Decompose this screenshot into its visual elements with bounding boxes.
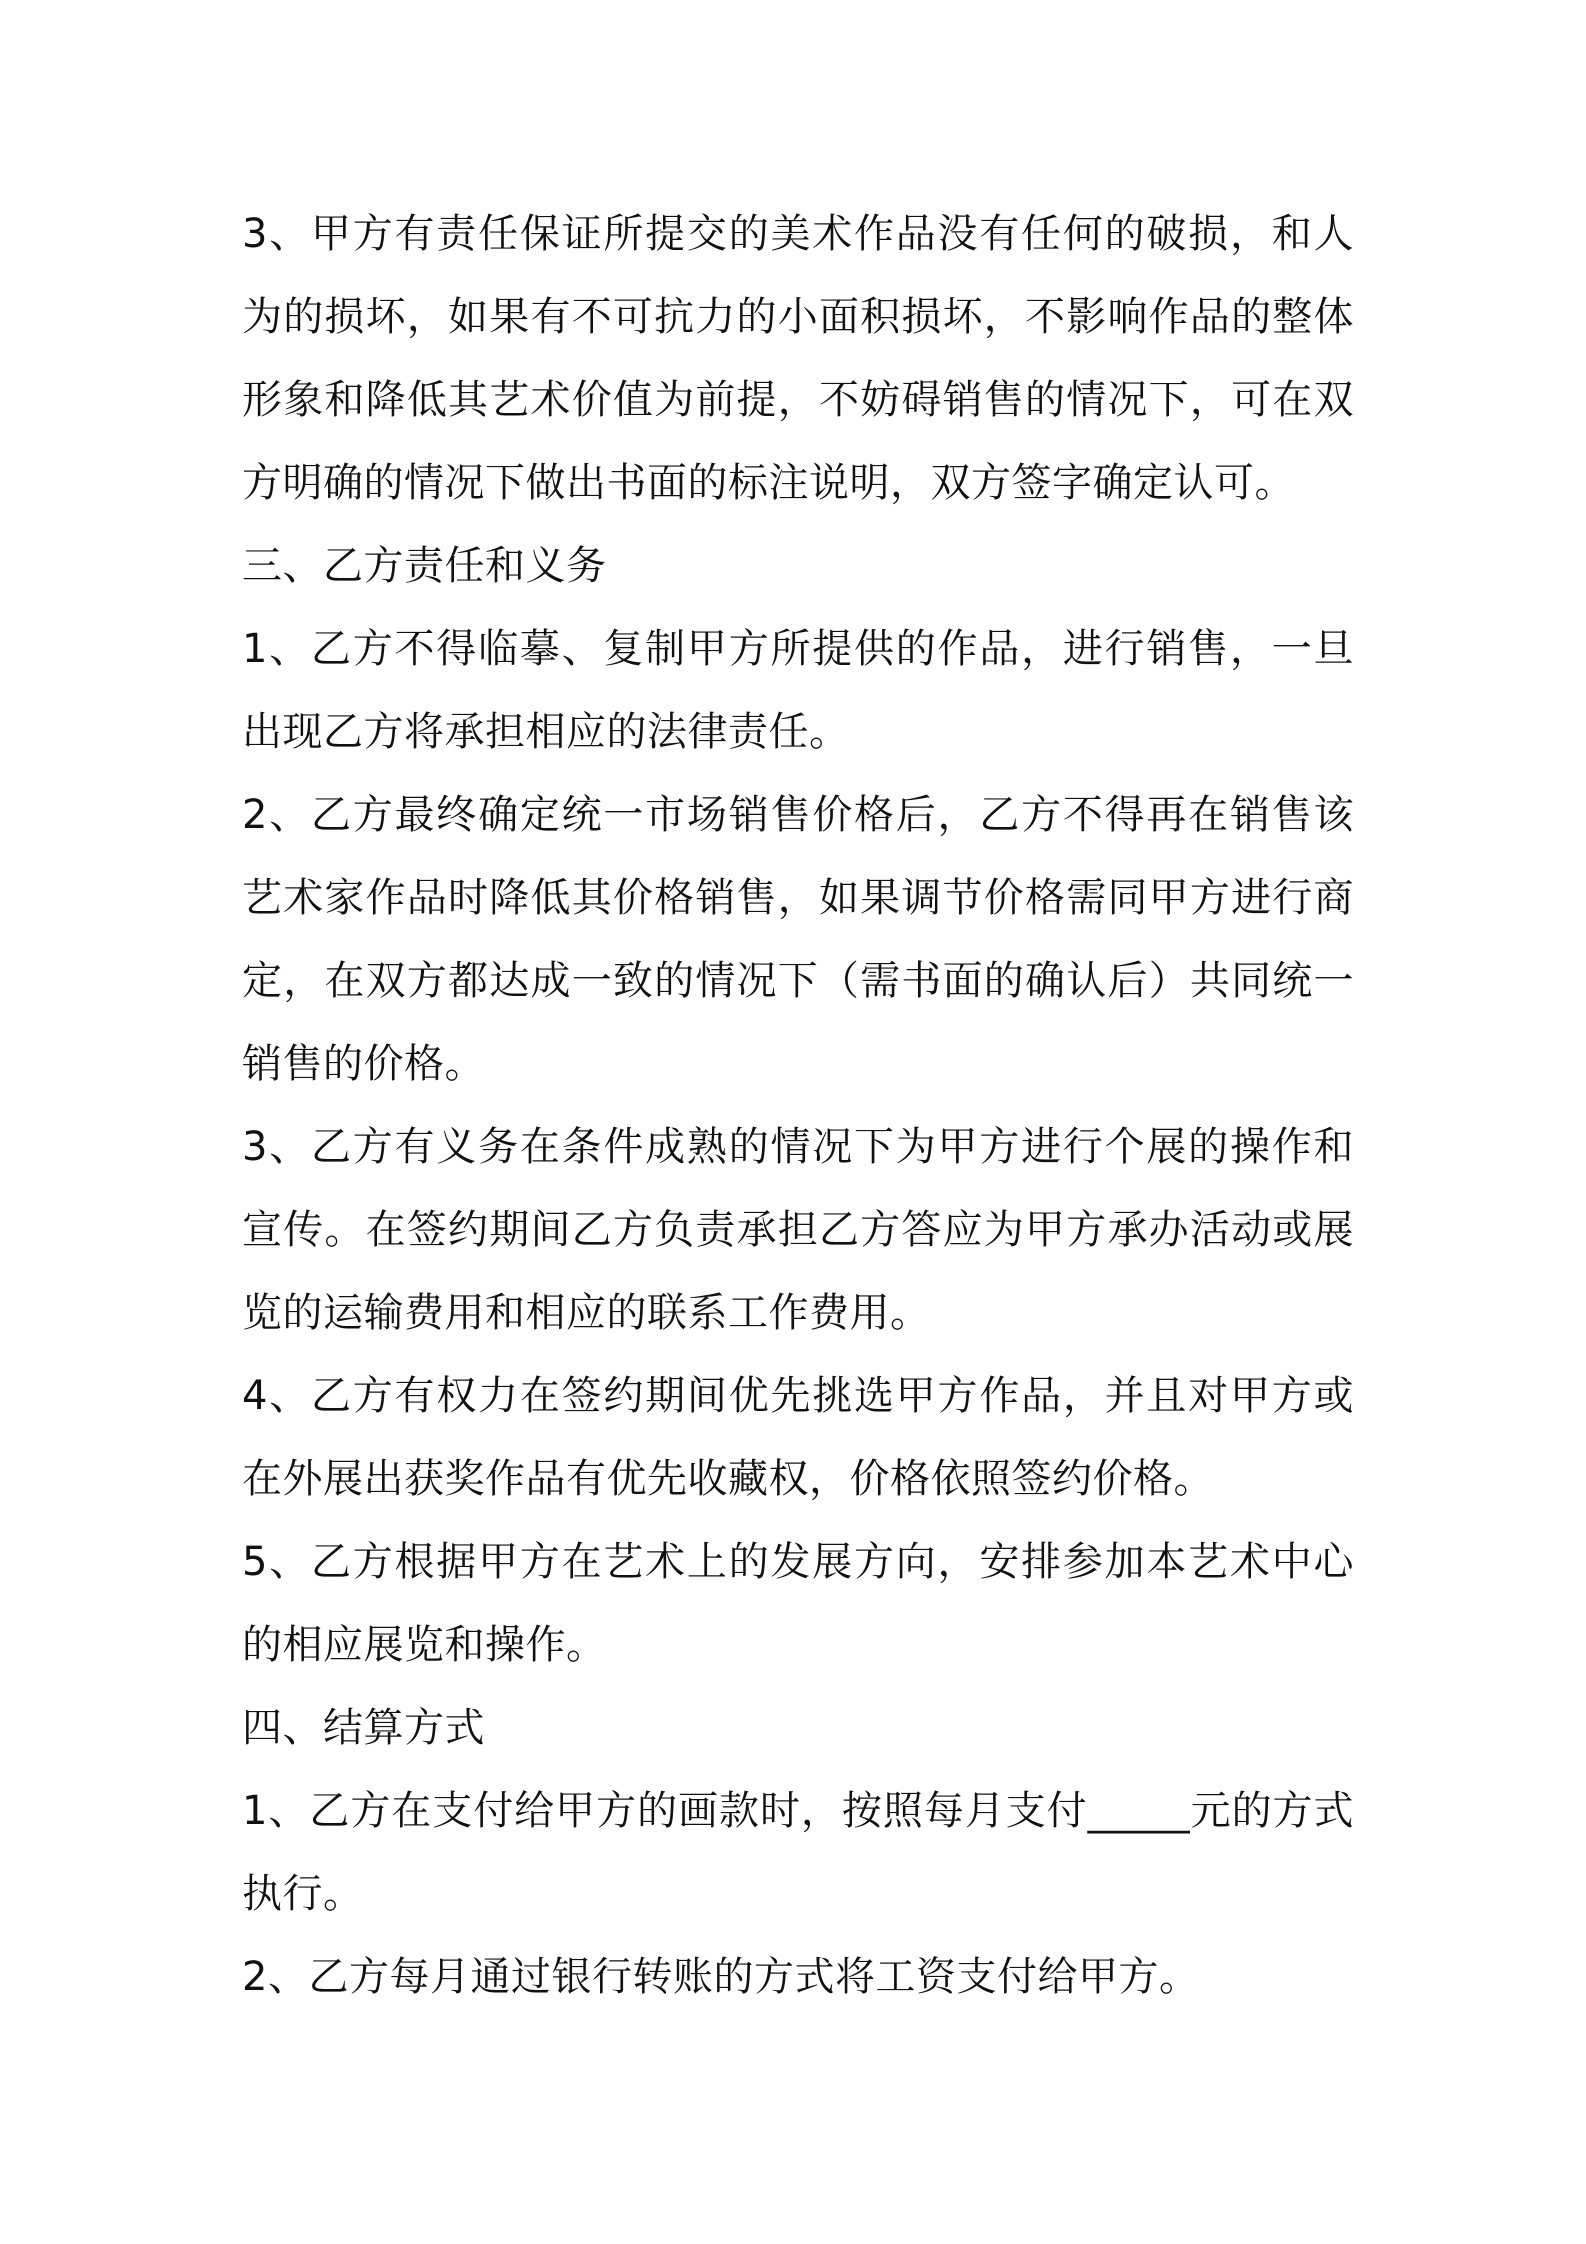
- clause-party-b-1: 1、乙方不得临摹、复制甲方所提供的作品，进行销售，一旦出现乙方将承担相应的法律责任。: [242, 626, 1354, 755]
- clause-party-b-2: 2、乙方最终确定统一市场销售价格后，乙方不得再在销售该艺术家作品时降低其价格销售，如果调节价格需同甲方进行商定，在双方都达成一致的情况下（需书面的确认后）共同统一销售的价格。: [242, 792, 1354, 1087]
- section-heading-party-b-duties: 三、乙方责任和义务: [242, 543, 607, 589]
- clause-party-b-4: 4、乙方有权力在签约期间优先挑选甲方作品，并且对甲方或在外展出获奖作品有优先收藏权，价格依照签约价格。: [242, 1373, 1354, 1502]
- clause-settlement-1: 1、乙方在支付给甲方的画款时，按照每月支付_____元的方式执行。: [242, 1788, 1354, 1917]
- clause-party-b-5: 5、乙方根据甲方在艺术上的发展方向，安排参加本艺术中心的相应展览和操作。: [242, 1539, 1354, 1668]
- clause-party-b-3: 3、乙方有义务在条件成熟的情况下为甲方进行个展的操作和宣传。在签约期间乙方负责承担乙方答应为甲方承办活动或展览的运输费用和相应的联系工作费用。: [242, 1124, 1354, 1336]
- clause-party-a-3: 3、甲方有责任保证所提交的美术作品没有任何的破损，和人为的损坏，如果有不可抗力的小面积损坏，不影响作品的整体形象和降低其艺术价值为前提，不妨碍销售的情况下，可在双方明确的情况下做出书面的标注说明，双方签字确定认可。: [242, 211, 1354, 506]
- clause-settlement-2: 2、乙方每月通过银行转账的方式将工资支付给甲方。: [242, 1954, 1200, 2000]
- document-body: [242, 193, 1354, 2019]
- section-heading-settlement: 四、结算方式: [242, 1705, 485, 1751]
